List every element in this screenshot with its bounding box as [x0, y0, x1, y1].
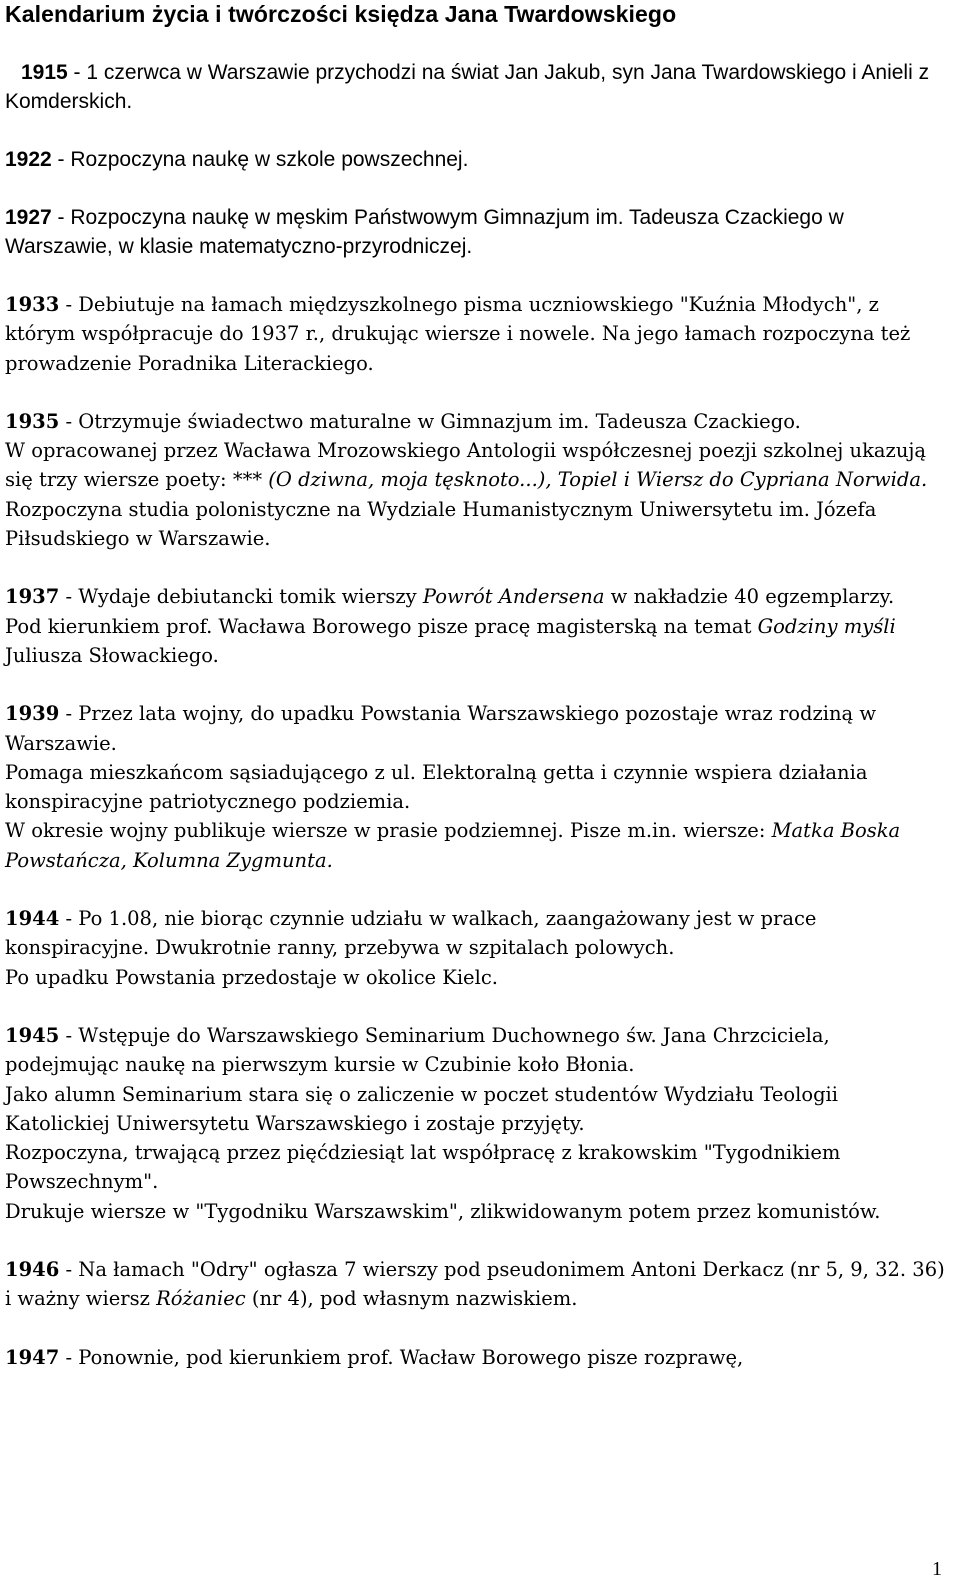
entry-text: Wydaje debiutancki tomik wierszy [78, 585, 423, 609]
entry-text: Wstępuje do Warszawskiego Seminarium Duchownego św. Jana Chrzciciela, podejmując naukę na pierwszym kursie w Czubinie koło Błonia. [5, 1023, 830, 1077]
entry-separator: - [59, 702, 79, 726]
entry-paragraph [5, 816, 948, 875]
entry-paragraph [5, 758, 948, 817]
entry-text: 1 czerwca w Warszawie przychodzi na świat Jan Jakub, syn Jana Twardowskiego i Anieli z Komderskich. [5, 61, 930, 113]
work-title: Godziny myśli [757, 614, 896, 638]
entry-1922 [5, 145, 948, 174]
page-number: 1 [932, 1558, 942, 1580]
entry-year: 1944 [5, 907, 60, 931]
entry-paragraph [5, 495, 948, 554]
entry-text: Po upadku Powstania przedostaje w okolice Kielc. [5, 965, 498, 989]
entry-separator: - [59, 1023, 79, 1047]
entry-text: W okresie wojny publikuje wiersze w prasie podziemnej. Pisze m.in. wiersze: [5, 819, 772, 843]
entry-text: W opracowanej przez Wacława Mrozowskiego Antologii współczesnej poezji szkolnej ukazują się trzy wiersze poety: *** [5, 439, 927, 492]
entry-1935 [5, 407, 948, 553]
entry-1944 [5, 904, 948, 992]
entry-1927 [5, 203, 948, 261]
entry-paragraph [5, 1197, 948, 1226]
entry-year: 1922 [5, 148, 52, 171]
entry-indent [5, 61, 21, 84]
entry-1939 [5, 699, 948, 875]
entry-separator: - [59, 907, 79, 931]
entry-paragraph [5, 407, 948, 436]
entry-paragraph [5, 1138, 948, 1197]
poem-titles: Matka Boska Powstańcza, Kolumna Zygmunta. [5, 819, 901, 872]
entry-paragraph [5, 436, 948, 495]
entry-1915 [5, 58, 948, 116]
entry-separator: - [59, 585, 79, 609]
entry-1947 [5, 1343, 948, 1372]
entry-separator: - [67, 61, 87, 84]
entry-text: (nr 4), pod własnym nazwiskiem. [245, 1287, 578, 1311]
book-title: Powrót Andersena [422, 585, 605, 609]
entry-year: 1946 [5, 1258, 60, 1282]
entry-year: 1937 [5, 585, 60, 609]
entry-text: Na łamach "Odry" ogłasza 7 wierszy pod pseudonimem Antoni Derkacz (nr 5, 9, 32. 36) i ważny wiersz [5, 1258, 945, 1311]
entry-paragraph [5, 699, 948, 758]
entry-text: Pod kierunkiem prof. Wacława Borowego pisze pracę magisterską na temat [5, 614, 758, 638]
entry-paragraph [5, 1080, 948, 1139]
entry-separator: - [59, 293, 79, 316]
entry-paragraph [5, 582, 948, 611]
entry-1946 [5, 1255, 948, 1314]
document-title: Kalendarium życia i twórczości księdza Jana Twardowskiego [5, 1, 677, 27]
entry-separator: - [51, 148, 71, 171]
entry-text: Rozpoczyna, trwającą przez pięćdziesiąt lat współpracę z krakowskim "Tygodnikiem Powszechnym". [5, 1141, 841, 1194]
entry-year: 1947 [5, 1345, 60, 1369]
entry-paragraph [5, 1021, 948, 1080]
entry-text: Rozpoczyna naukę w męskim Państwowym Gimnazjum im. Tadeusza Czackiego w Warszawie, w klasie matematyczno-przyrodniczej. [5, 206, 844, 258]
entry-year: 1933 [5, 293, 60, 316]
poem-title: Różaniec [156, 1287, 246, 1311]
entry-separator: - [59, 1345, 79, 1369]
entry-text: Rozpoczyna naukę w szkole powszechnej. [70, 148, 469, 171]
entry-text: Ponownie, pod kierunkiem prof. Wacław Borowego pisze rozprawę, [78, 1345, 744, 1369]
entry-text: Po 1.08, nie biorąc czynnie udziału w walkach, zaangażowany jest w prace konspiracyjne. Dwukrotnie ranny, przebywa w szpitalach polowych. [5, 907, 817, 960]
entry-year: 1935 [5, 409, 60, 433]
entry-year: 1915 [21, 61, 68, 84]
entry-text: Juliusza Słowackiego. [5, 643, 219, 667]
entry-separator: - [51, 206, 71, 229]
entry-year: 1945 [5, 1023, 60, 1047]
entry-text: Drukuje wiersze w "Tygodniku Warszawskim", zlikwidowanym potem przez komunistów. [5, 1199, 881, 1223]
entry-paragraph [5, 963, 948, 992]
entry-separator: - [59, 409, 79, 433]
entry-text: Otrzymuje świadectwo maturalne w Gimnazjum im. Tadeusza Czackiego. [78, 409, 801, 433]
entry-paragraph [5, 612, 948, 671]
entry-text: Jako alumn Seminarium stara się o zaliczenie w poczet studentów Wydziału Teologii Katolickiej Uniwersytetu Warszawskiego i zostaje przyjęty. [5, 1082, 839, 1135]
entry-year: 1939 [5, 702, 60, 726]
entry-1945 [5, 1021, 948, 1226]
entry-text: Debiutuje na łamach międzyszkolnego pisma uczniowskiego "Kuźnia Młodych", z którym współpracuje do 1937 r., drukując wiersze i nowele. Na jego łamach rozpoczyna też prowadzenie Poradnika Literackiego. [5, 293, 911, 375]
entry-1933 [5, 290, 948, 378]
entry-text: Rozpoczyna studia polonistyczne na Wydziale Humanistycznym Uniwersytetu im. Józefa Piłsudskiego w Warszawie. [5, 497, 877, 551]
entry-text: Przez lata wojny, do upadku Powstania Warszawskiego pozostaje wraz rodziną w Warszawie. [5, 702, 877, 755]
entry-text: Pomaga mieszkańcom sąsiadującego z ul. Elektoralną getta i czynnie wspiera działania konspiracyjne patriotycznego podziemia. [5, 760, 868, 814]
entry-1937 [5, 582, 948, 670]
entry-separator: - [59, 1258, 79, 1282]
entry-text: w nakładzie 40 egzemplarzy. [604, 585, 895, 609]
poem-titles: (O dziwna, moja tęsknoto...), Topiel i Wiersz do Cypriana Norwida. [268, 468, 928, 492]
entry-year: 1927 [5, 206, 52, 229]
entry-paragraph [5, 904, 948, 963]
